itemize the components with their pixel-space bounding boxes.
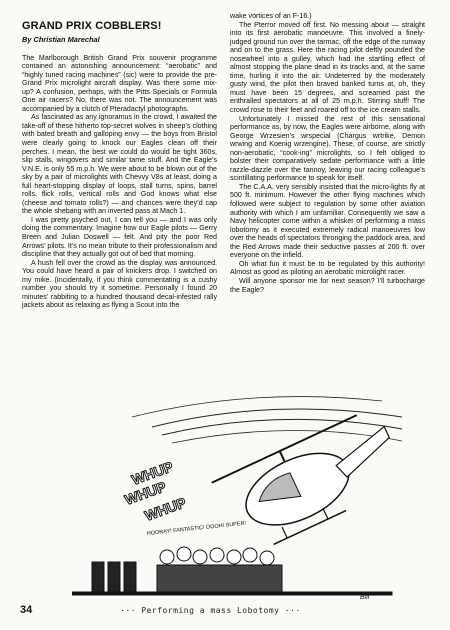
paragraph: The Pterror moved off first. No messing about — straight into its first aerobatic manoeuvre. This involved a finely-judged ground run over the tarmac, off the edge of the runway and on to the grass. Here the racing pilot deftly pounded the nosewheel into a gulley, which had the startling effect of almost stopping the plane dead in its tracks and, at the same time, hurling it into the air. Undeterred by the moderately gusty wind, the pilot then braved banked turns at, oh, they must have been 15 degrees, and screamed past the enthralled spectators at all of 25 m.p.h. Stirring stuff! The crowd rose to their feet and roared off to the ice cream stalls. <box>230 20 425 115</box>
left-column <box>22 20 217 310</box>
crowd-speech: HOORAY! FANTASTIC! OOOH! SUPER! <box>146 520 247 537</box>
paragraph: The C.A.A. very sensibly insisted that the micro-lights fly at 500 ft. minimum. However the other flying machines which followed were subject to regulation by some other aviation authority with which I am unfamiliar. Consequently we saw a Navy helicopter come within a whisker of performing a mass lobotomy as it executed extremely radical manoeuvres low over the heads of spectators thronging the paddock area, and the Red Arrows made their seductive passes at 200 ft. over everyone on the infield. <box>230 182 425 260</box>
sound-word: WHUP <box>122 478 169 508</box>
paragraph: The Marlborough British Grand Prix souvenir programme contained an astonishing announcement: “aerobatic” and “highly tuned racing machines” (sic) were to provide the pre-Grand Prix microlight aircraft display. Was there some mix-up? A confusion, perhaps, with the Pitts Specials or Formula One air racers? No, there was not. The announcement was accompanied by a clutch of Pteradactyl photographs. <box>22 53 217 113</box>
crowd <box>72 547 392 595</box>
paragraph: I was pretty psyched out, I can tell you — and I was only doing the commentary. Imagine how our Eagle pilots — Gerry Breen and Julian Doswell — felt. And pity the poor Red Arrows’ pilots. It’s no mean tribute to their professionalism and discipline that they actually got out of bed that morning. <box>22 215 217 259</box>
paragraph: As fascinated as any ignoramus in the crowd, I awaited the take-off of these hitherto top-secret wolves in sheep’s clothing with bated breath and galloping envy — the boys from Bristol were clearly going to knock our Eagles clean off their perches. I mean, the best we could do would be tight 360s, slip stalls, wingovers and similar tame stuff. And the Eagle’s V.N.E. is only 55 m.p.h. We were about to be blown out of the sky by a pair of microlights with Chevvy V8s at least, doing a full heart-stopping display of loops, stall turns, spins, barrel rolls, flick rolls, vertical rolls and God knows what else (cheese and tomato rolls?) — and chances were they’d cap the whole shebang with an inverted pass at Mach 1. <box>22 113 217 216</box>
paragraph: Will anyone sponsor me for next season? I’ll turbocharge the Eagle? <box>230 276 425 294</box>
cartoon-signature: Bill <box>360 594 370 601</box>
article-byline: By Christian Marechal <box>22 35 100 44</box>
helicopter-cartoon <box>72 387 407 607</box>
paragraph: wake vortices of an F-16.) <box>230 12 312 20</box>
sound-word: WHUP <box>129 458 176 488</box>
sound-word: WHUP <box>142 494 189 524</box>
page-number: 34 <box>20 604 33 616</box>
paragraph: Oh what fun it must be to be regulated by this authority! Almost as good as piloting an aerobatic microlight racer. <box>230 259 425 277</box>
helicopter <box>212 407 407 557</box>
right-column <box>230 12 425 294</box>
article-title: GRAND PRIX COBBLERS! <box>22 20 162 32</box>
cartoon-caption: ··· Performing a mass Lobotomy ··· <box>120 606 301 615</box>
paragraph: Unfortunately I missed the rest of this sensational performance as, by now, the Eagles were airborne, along with George Wrzesien’s wrspecial (Chargus wrtrike, Demon wrwing and Koenig wrzengine). These, of course, are strictly non-aerobatic, “cook-ing” microlights, so I felt obliged to bolster their comparatively sedate performance with a little razzle-dazzle over the tannoy, leaving our racing colleague’s scintillating performance to speak for itself. <box>230 114 425 183</box>
paragraph: A hush fell over the crowd as the display was announced. You could have heard a pair of knickers drop. I switched on my mike. (Incidentally, if you think commentating is a cushy number you should try it sometime. Personally I found 20 minutes’ rabbiting to a hundred thousand decal-infested rally jackets about as relaxing as flying a Scout into the <box>22 258 217 310</box>
